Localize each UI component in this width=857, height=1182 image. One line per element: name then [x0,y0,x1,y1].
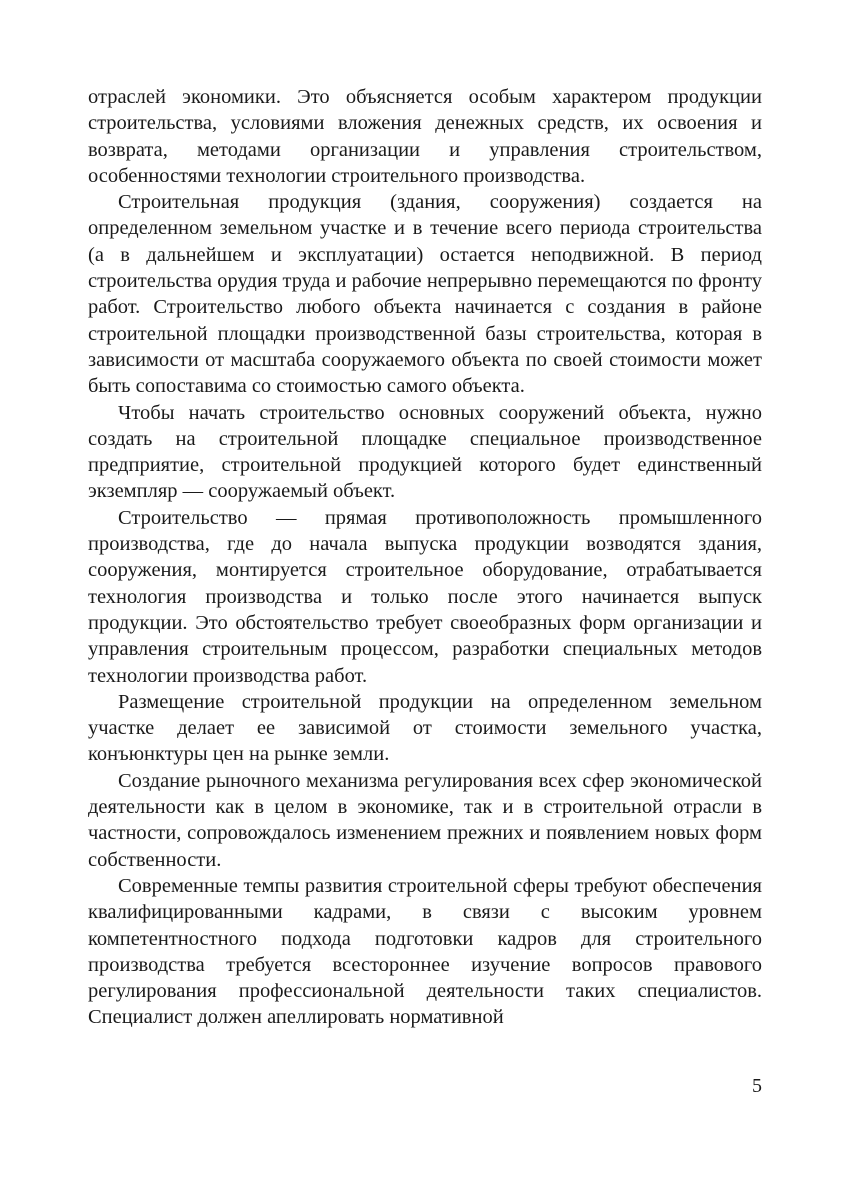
paragraph: Современные темпы развития строительной сферы требуют обеспечения квалифицированными кадрами, в связи с высоким уровнем компетентностного подхода подготовки кадров для строительного производства требуется всестороннее изучение вопросов правового регулирования профессиональной деятельности таких специалистов. Специалист должен апеллировать нормативной [88,874,762,1029]
paragraph: Чтобы начать строительство основных сооружений объекта, нужно создать на строительной площадке специальное производственное предприятие, строительной продукцией которого будет единственный экземпляр — сооружаемый объект. [88,401,762,503]
paragraph: Строительство — прямая противоположность промышленного производства, где до начала выпуска продукции возводятся здания, сооружения, монтируется строительное оборудование, отрабатывается технология производства и только после этого начинается выпуск продукции. Это обстоятельство требует своеобразных форм организации и управления строительным процессом, разработки специальных методов технологии производства работ. [88,506,762,687]
page-number: 5 [752,1075,762,1097]
paragraph-continuation: отраслей экономики. Это объясняется особым характером продукции строительства, условиями вложения денежных средств, их освоения и возврата, методами организации и управления строительством, особенностями технологии строительного производства. [88,86,762,187]
paragraph: Создание рыночного механизма регулирования всех сфер экономической деятельности как в целом в экономике, так и в строительной отрасли в частности, сопровождалось изменением прежних и появлением новых форм собственности. [88,769,762,871]
page-body [88,84,762,1031]
paragraph: Строительная продукция (здания, сооружения) создается на определенном земельном участке и в течение всего периода строительства (а в дальнейшем и эксплуатации) остается неподвижной. В период строительства орудия труда и рабочие непрерывно перемещаются по фронту работ. Строительство любого объекта начинается с создания в районе строительной площадки производственной базы строительства, которая в зависимости от масштаба сооружаемого объекта по своей стоимости может быть сопоставима со стоимостью самого объекта. [88,191,762,398]
paragraph: Размещение строительной продукции на определенном земельном участке делает ее зависимой от стоимости земельного участка, конъюнктуры цен на рынке земли. [88,690,762,766]
